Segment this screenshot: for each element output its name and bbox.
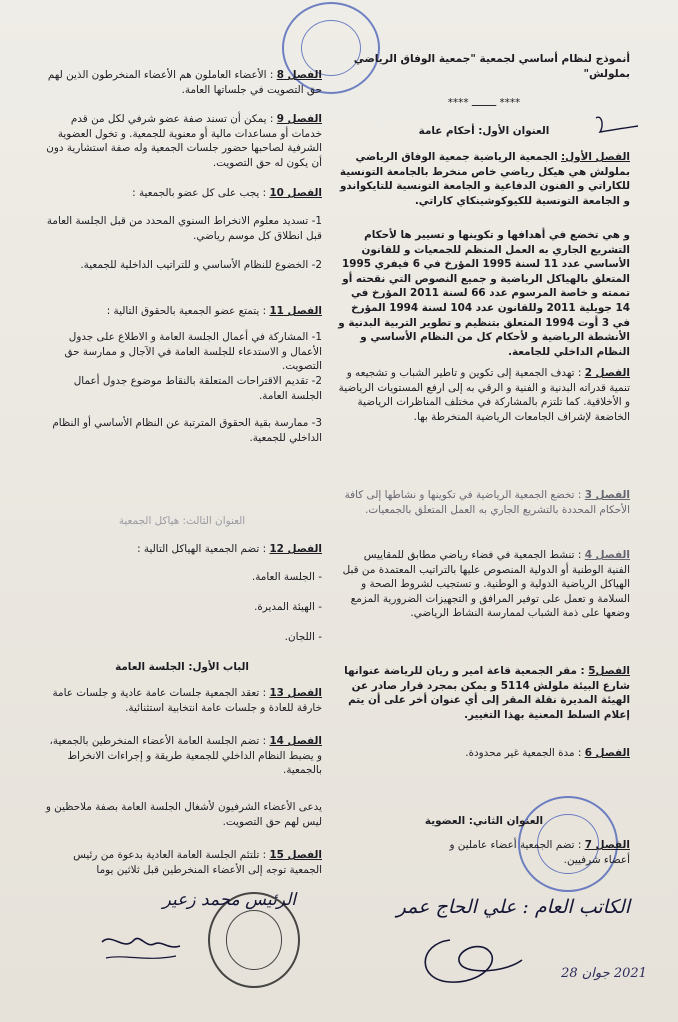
- chapter-12-item-1: - الجلسة العامة.: [251, 571, 322, 583]
- chapter-4-label: الفصل 4: [584, 549, 630, 561]
- chapter-14-label: الفصل 14: [269, 735, 322, 747]
- chapter-6: [338, 746, 630, 761]
- title-1-heading: العنوان الأول: أحكام عامة: [418, 125, 550, 137]
- chapter-7: [338, 838, 630, 867]
- chapter-8: [42, 68, 322, 97]
- chapter-14: [42, 734, 322, 778]
- chapter-7-text: : تضم الجمعية أعضاء عاملين و أعضاء شرفيين.: [449, 839, 630, 866]
- chapter-13-label: الفصل 13: [269, 687, 322, 699]
- chapter-9-text: : يمكن أن تسند صفة عضو شرفي لكل من قدم خدمات أو مساعدات مالية أو معنوية للجمعية. و تخول العضوية الشرفية لصاحبها حضور جلسات الجمعية وله صفة استشارية دون أن يكون له حق التصويت.: [46, 113, 322, 169]
- chapter-3: [338, 488, 630, 517]
- chapter-3-text: : تخضع الجمعية الرياضية في تكوينها و نشاطها إلى كافة الأحكام المحددة بالتشريع الجاري به العمل المتعلق بالجمعيات.: [344, 489, 630, 516]
- secretary-scribble-icon: [410, 932, 530, 992]
- chapter-10-item-1: 1- تسديد معلوم الانخراط السنوي المحدد من قبل الجلسة العامة قبل انطلاق كل موسم رياضي.: [46, 215, 322, 242]
- title-3-heading: العنوان الثالث: هياكل الجمعية: [118, 515, 246, 527]
- chapter-1-label: الفصل الأول:: [560, 151, 630, 163]
- chapter-13-text: : تعقد الجمعية جلسات عامة عادية و جلسات عامة خارقة للعادة و جلسات عامة انتخابية استثنائية.: [52, 687, 322, 714]
- chapter-8-label: الفصل 8: [276, 69, 322, 81]
- chapter-12-item-2: - الهيئة المديرة.: [254, 601, 322, 613]
- chapter-8-text: : الأعضاء العاملون هم الأعضاء المنخرطون الذين لهم حق التصويت في جلساتها العامة.: [47, 69, 322, 96]
- chapter-15: [42, 848, 322, 877]
- document-title: أنموذج لنظام أساسي لجمعية "جمعية الوفاق الرياضي بملولش": [353, 53, 630, 80]
- chapter-9: [42, 112, 322, 170]
- chapter-1-continued: و هي تخضع في أهدافها و تكوينها و تسيير ها لأحكام التشريع الجاري به العمل المنظم للجمعيات و للقانون الأساسي عدد 11 لسنة 1995 المؤرخ في 6 فيفري 1995 المتعلق بالهياكل الرياضية و جميع النصوص التي نقحته أو تممته و خاصة المرسوم عدد 66 لسنة 2011 المؤرخ في 14 جويلية 2011 وللقانون عدد 104 لسنة 1994 المؤرخ في 3 أوت 1994 المتعلق بتنظيم و تطوير التربية البدنية و الأنشطة الرياضية و لأحكام كل من النظام الأساسي و النظام الداخلي للجامعة.: [338, 229, 630, 358]
- chapter-11-item-2: 2- تقديم الاقتراحات المتعلقة بالنقاط موضوع جدول أعمال الجلسة العامة.: [73, 375, 322, 402]
- chapter-3-label: الفصل 3: [584, 489, 630, 501]
- chapter-14-continued: يدعى الأعضاء الشرفيون لأشغال الجلسة العامة بصفة ملاحظين و ليس لهم حق التصويت.: [45, 801, 322, 828]
- chapter-15-text: : تلتئم الجلسة العامة العادية بدعوة من رئيس الجمعية توجه إلى الأعضاء المنخرطين قبل ثلاثين يوما: [73, 849, 322, 876]
- chapter-10-label: الفصل 10: [269, 187, 322, 199]
- chapter-13: [42, 686, 322, 715]
- chapter-12-item-3: - اللجان.: [284, 631, 322, 643]
- chapter-10: [42, 186, 322, 201]
- chapter-9-label: الفصل 9: [276, 113, 322, 125]
- chapter-12: [42, 542, 322, 557]
- chapter-4-text: : تنشط الجمعية في فضاء رياضي مطابق للمقاييس الفنية الوطنية أو الدولية المنصوص عليها بالتراتيب المعتمدة من قبل الهياكل الرياضية الدولية و الوطنية. و تستجيب لشروط الصحة و السلامة و تعمل على توفير المرافق و التجهيزات الضرورية المزمع وضعها على ذمة الشباب لممارسة النشاط الرياضي.: [342, 549, 630, 620]
- chapter-10-text: : يجب على كل عضو بالجمعية :: [132, 187, 267, 199]
- chapter-5-label: الفصل5: [588, 665, 630, 677]
- chapter-5: [338, 664, 630, 722]
- president-scribble-icon: [96, 922, 186, 972]
- chapter-6-label: الفصل 6: [584, 747, 630, 759]
- chapter-2-text: : تهدف الجمعية إلى تكوين و تاطير الشباب و تشجيعه و تنمية قدراته البدنية و الفنية و الرقي به إلى ارفع المستويات الرياضية و الأخلاقية. كما تلتزم بالمشاركة في مختلف المناظرات الرياضية الخاضعة لإشراف الجامعات الرياضية المنخرطة بها.: [338, 367, 630, 423]
- chapter-2: [338, 366, 630, 424]
- chapter-11: [42, 304, 322, 319]
- chapter-6-text: : مدة الجمعية غير محدودة.: [465, 747, 582, 759]
- chapter-11-item-1: 1- المشاركة في أعمال الجلسة العامة و الاطلاع على جدول الأعمال و الاستدعاء للجلسة العامة في الآجال و ممارسة حق التصويت.: [64, 331, 322, 373]
- chapter-2-label: الفصل 2: [584, 367, 630, 379]
- chapter-1-text: الجمعية الرياضية جمعية الوفاق الرياضي بملولش هي هيكل رياضي خاص منخرط بالجامعة التونسية للكاراتي و الفنون الدفاعية و الجامعة التونسية للتايكواندو و الجامعة التونسية للكيوكوشينكاي كاراتي.: [339, 151, 630, 207]
- chapter-7-label: الفصل 7: [584, 839, 630, 851]
- part-1-heading: الباب الأول: الجلسة العامة: [115, 661, 249, 673]
- chapter-12-text: : تضم الجمعية الهياكل التالية :: [137, 543, 267, 555]
- signature-date: 2021 جوان 28: [561, 966, 647, 981]
- pen-mark-top-icon: [592, 112, 642, 142]
- chapter-1: [338, 150, 630, 208]
- chapter-12-label: الفصل 12: [269, 543, 322, 555]
- title-2-heading: العنوان الثاني: العضوية: [424, 815, 544, 827]
- secretary-signature: الكاتب العام : علي الحاج عمر: [396, 896, 630, 918]
- chapter-4: [338, 548, 630, 621]
- president-signature: الرئيس محمد زعير: [162, 890, 296, 910]
- chapter-14-text: : تضم الجلسة العامة الأعضاء المنخرطين بالجمعية، و يضبط النظام الداخلي للجمعية طريقة و إجراءات الانخراط بالجمعية.: [49, 735, 322, 777]
- chapter-11-label: الفصل 11: [269, 305, 322, 317]
- chapter-11-item-3: 3- ممارسة بقية الحقوق المترتبة عن النظام الأساسي أو النظام الداخلي للجمعية.: [52, 417, 322, 444]
- separator-stars: **** ــــــــ ****: [447, 97, 521, 109]
- chapter-11-text: : يتمتع عضو الجمعية بالحقوق التالية :: [106, 305, 267, 317]
- chapter-10-item-2: 2- الخضوع للنظام الأساسي و للتراتيب الداخلية للجمعية.: [80, 259, 322, 271]
- chapter-15-label: الفصل 15: [269, 849, 322, 861]
- chapter-5-text: : مقر الجمعية قاعة امير و ريان للرياضة عنوانها شارع البيئة ملولش 5114 و يمكن بمجرد قرار صادر عن الهيئة المديرة نقلة المقر إلى أي عنوان أخر على أن يتم إعلام السلط المعنية بهذا التغيير.: [344, 665, 630, 721]
